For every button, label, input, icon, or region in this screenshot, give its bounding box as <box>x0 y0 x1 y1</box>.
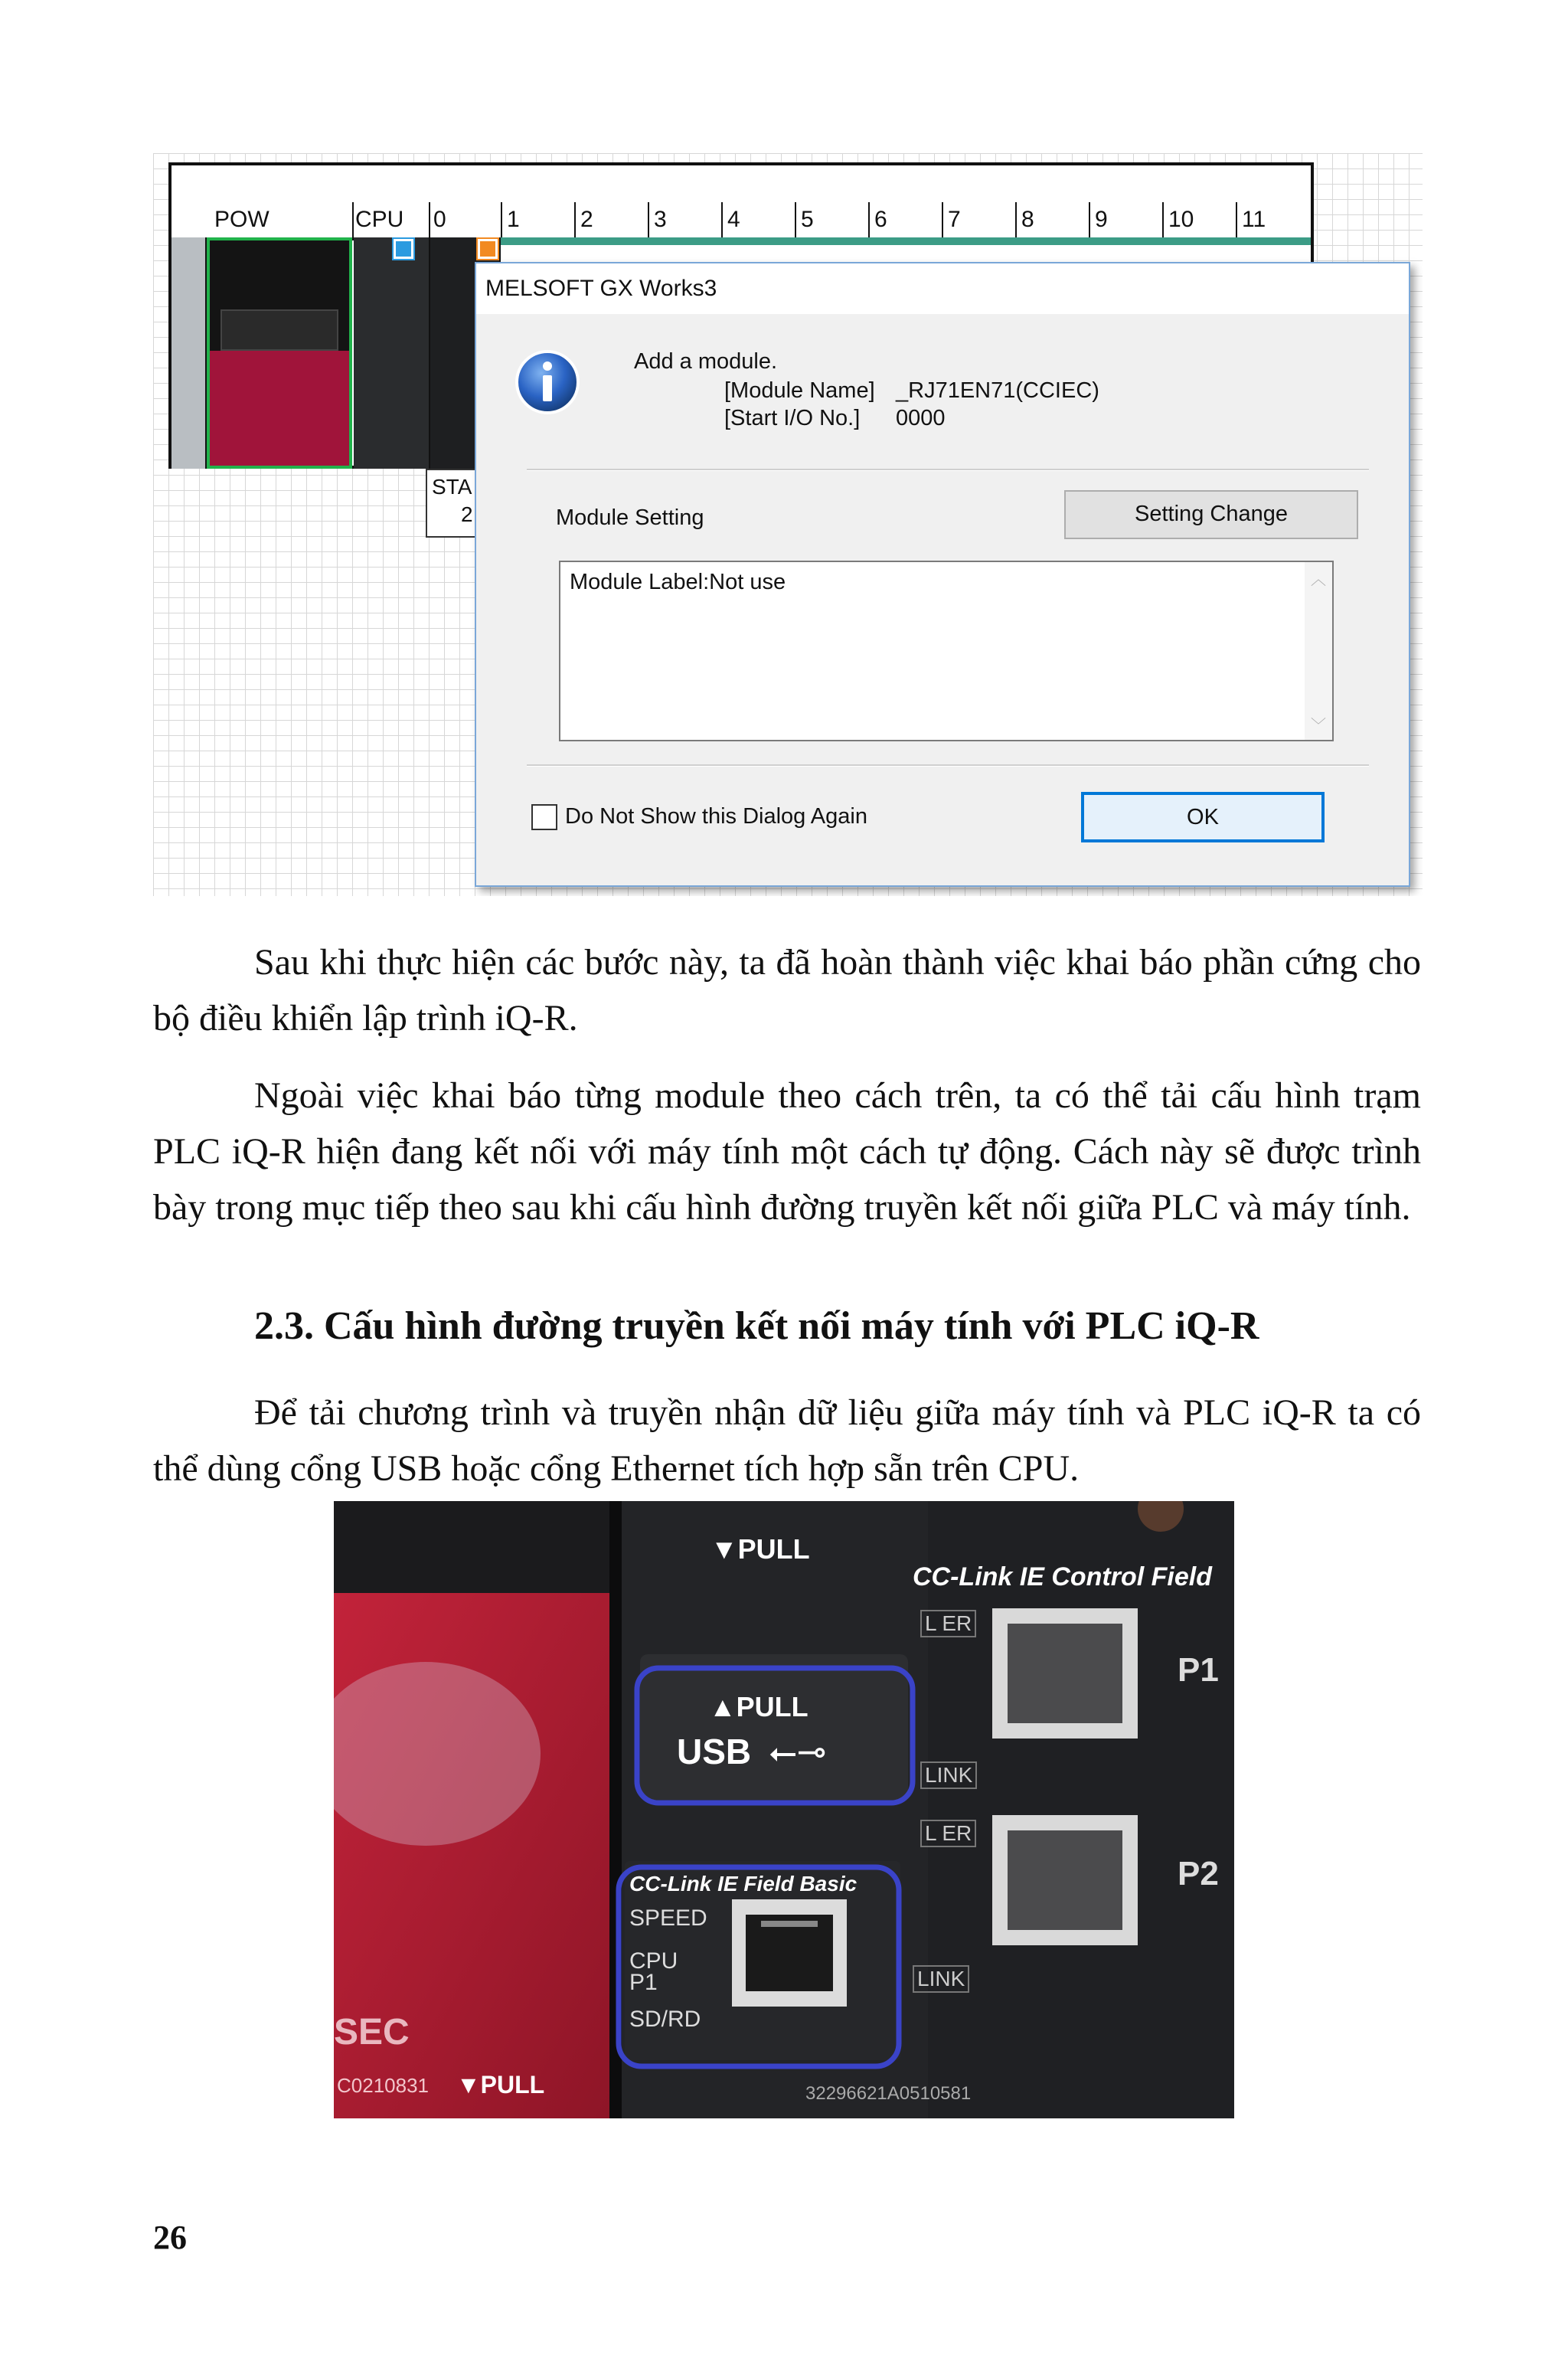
do-not-show-checkbox[interactable] <box>531 804 557 830</box>
separator-bottom <box>527 764 1369 767</box>
led-label-cpu: CPU <box>629 1948 678 1974</box>
slot-label-cpu: CPU <box>355 207 404 232</box>
led-label-speed: SPEED <box>629 1905 707 1931</box>
port-p1-link: LINK <box>920 1761 977 1789</box>
slot-label-7: 7 <box>948 207 961 232</box>
slot-label-0: 0 <box>433 207 446 232</box>
slot-label-pow: POW <box>214 207 270 232</box>
cpu-module[interactable] <box>354 237 430 469</box>
scroll-up-icon[interactable]: ︿ <box>1311 571 1326 588</box>
plc-cpu-photo <box>334 1501 1234 2118</box>
sec-logo-text: SEC <box>334 2012 410 2053</box>
module-name-label: [Module Name] <box>724 378 875 403</box>
section-heading: 2.3. Cấu hình đường truyền kết nối máy tính với PLC iQ-R <box>254 1304 1259 1348</box>
module-status-icon <box>478 239 498 259</box>
led-label-p1: P1 <box>629 1970 658 1995</box>
plc-cpu-illustration <box>334 1501 1234 2118</box>
led-label-sdrd: SD/RD <box>629 2007 701 2032</box>
slot-label-11: 11 <box>1242 207 1266 232</box>
slot-header <box>172 202 1311 240</box>
separator-top <box>527 469 1369 471</box>
port-p2-ler: L ER <box>920 1820 976 1847</box>
module-setting-label: Module Setting <box>556 505 704 530</box>
slot-label-6: 6 <box>874 207 887 232</box>
ok-button[interactable]: OK <box>1081 792 1325 842</box>
textarea-scrollbar[interactable] <box>1305 562 1332 740</box>
cc-link-control-logo: CC-Link IE Control Field <box>913 1562 1212 1591</box>
usb-icon: ⭠⊸ <box>769 1732 827 1771</box>
do-not-show-label: Do Not Show this Dialog Again <box>565 804 867 829</box>
paragraph-1: Sau khi thực hiện các bước này, ta đã hoàn thành việc khai báo phần cứng cho bộ điều khiển lập trình iQ-R. <box>153 942 1421 1039</box>
pull-top-label: ▼PULL <box>710 1533 810 1565</box>
start-box-line-2: 2 <box>461 502 473 526</box>
slot-label-4: 4 <box>727 207 740 232</box>
start-box-line-1: STA <box>432 475 472 499</box>
setting-change-button[interactable]: Setting Change <box>1064 490 1358 539</box>
serial-left: C0210831 <box>337 2074 429 2097</box>
dialog-message: Add a module. <box>634 349 778 374</box>
scroll-down-icon[interactable]: ﹀ <box>1311 718 1326 734</box>
dialog-titlebar[interactable] <box>476 263 1409 314</box>
slot-label-1: 1 <box>507 207 520 232</box>
port-p1-ler: L ER <box>920 1610 976 1637</box>
usb-pull-label: ▲PULL <box>709 1691 808 1722</box>
slot-label-3: 3 <box>654 207 667 232</box>
paragraph-3: Để tải chương trình và truyền nhận dữ liệu giữa máy tính và PLC iQ-R ta có thể dùng cổng USB hoặc cổng Ethernet tích hợp sẵn trên CPU. <box>153 1392 1421 1489</box>
cc-link-basic-logo: CC-Link IE Field Basic <box>629 1872 858 1896</box>
slot-label-8: 8 <box>1021 207 1034 232</box>
module-label-text: Module Label:Not use <box>570 570 786 594</box>
module-label-textarea[interactable] <box>559 561 1334 741</box>
paragraph-2: Ngoài việc khai báo từng module theo cách trên, ta có thể tải cấu hình trạm PLC iQ-R hiện đang kết nối với máy tính một cách tự động. Cách này sẽ được trình bày trong mục tiếp theo sau khi cấu hình đường truyền kết nối giữa PLC và máy tính. <box>153 1075 1421 1228</box>
serial-bottom: 32296621A0510581 <box>805 2083 972 2104</box>
port-p2-label: P2 <box>1178 1855 1219 1892</box>
base-end-module <box>172 237 207 469</box>
start-io-label: [Start I/O No.] <box>724 406 861 430</box>
module-name-value: _RJ71EN71(CCIEC) <box>896 378 1099 403</box>
slot-label-2: 2 <box>580 207 593 232</box>
power-module[interactable] <box>207 237 352 469</box>
slot-label-9: 9 <box>1095 207 1108 232</box>
add-module-dialog <box>475 262 1410 887</box>
page-number: 26 <box>153 2219 187 2256</box>
pull-bottom-label: ▼PULL <box>456 2071 545 2098</box>
info-icon <box>513 348 582 417</box>
slot-label-5: 5 <box>801 207 814 232</box>
dialog-title: MELSOFT GX Works3 <box>485 276 717 301</box>
usb-label: USB <box>677 1732 752 1771</box>
slot-label-10: 10 <box>1168 207 1194 232</box>
port-p1-label: P1 <box>1178 1651 1219 1689</box>
start-io-value: 0000 <box>896 406 946 430</box>
gxworks-screenshot <box>153 153 1423 896</box>
port-p2-link: LINK <box>913 1965 969 1993</box>
cpu-status-icon <box>394 239 413 259</box>
